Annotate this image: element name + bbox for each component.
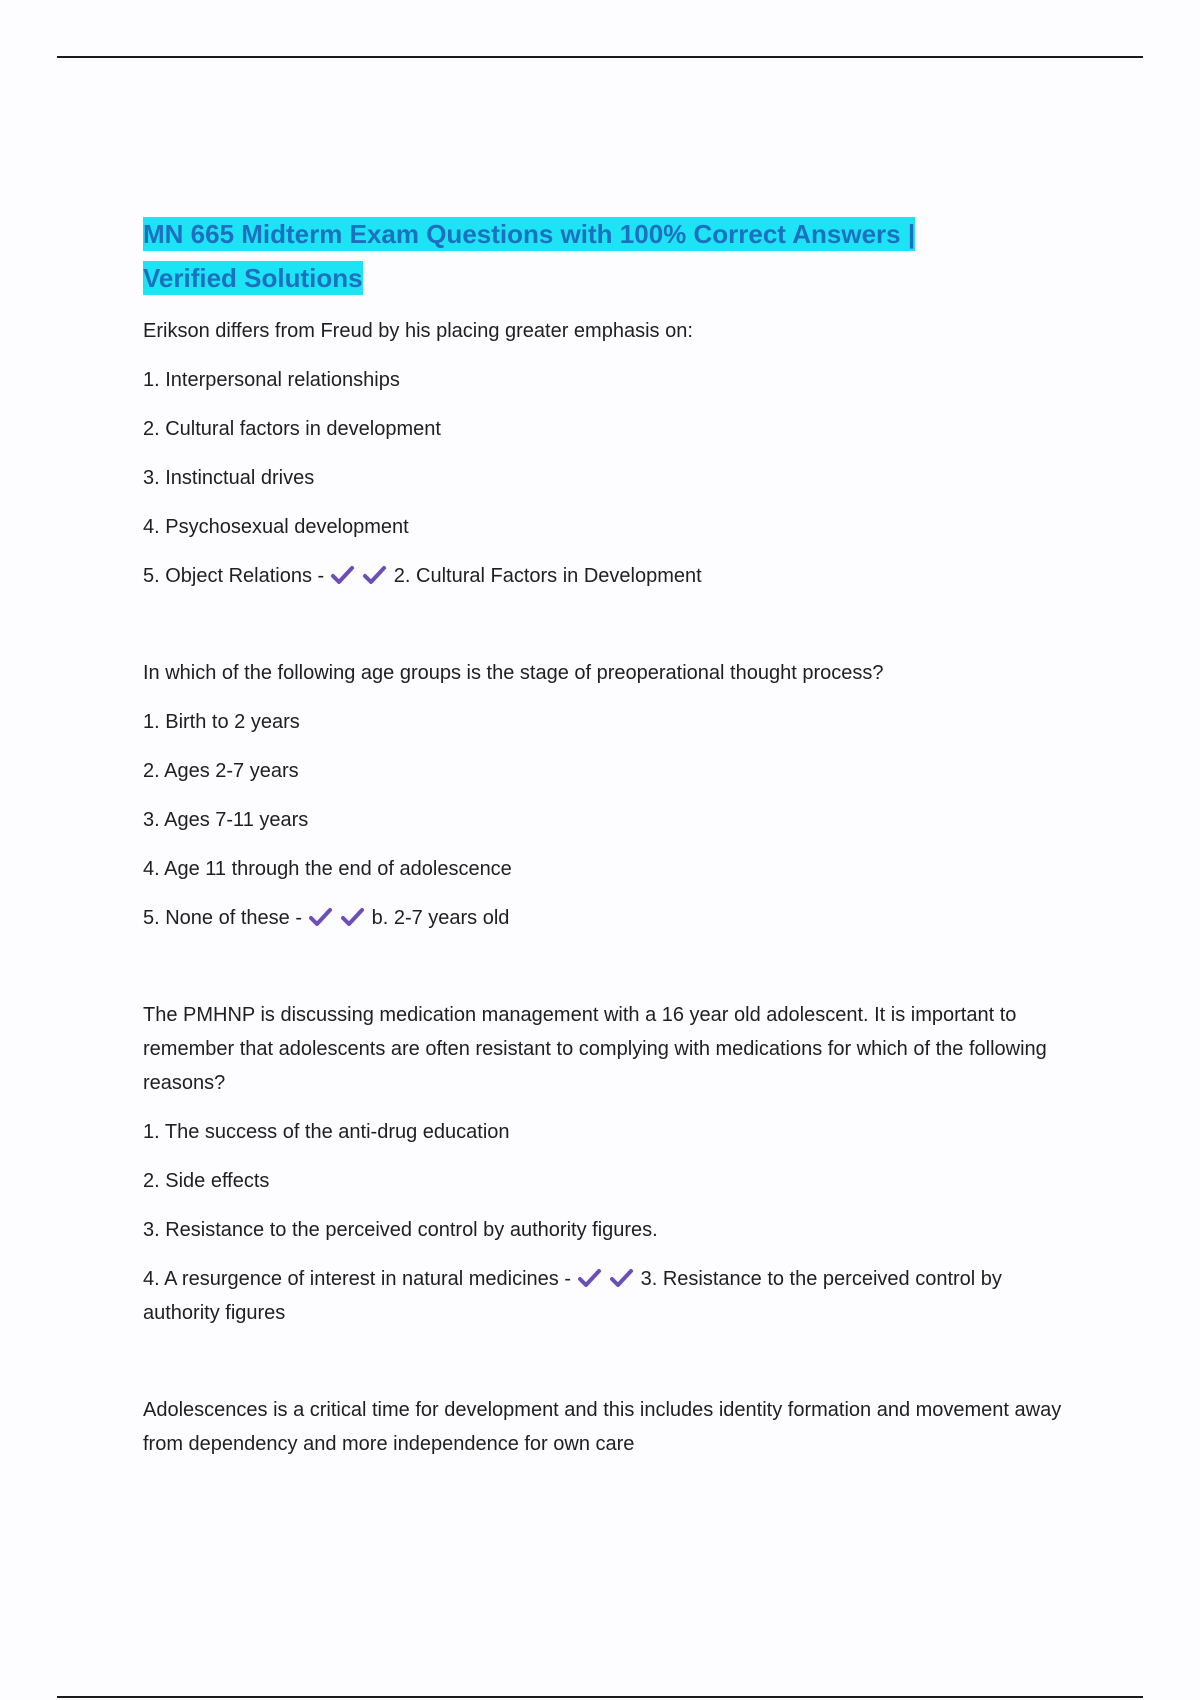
answer-option: 1. The success of the anti-drug education — [143, 1121, 510, 1143]
answer-separator: - — [317, 565, 325, 587]
answer-option: 5. Object Relations — [143, 565, 312, 587]
answer-option: 4. Age 11 through the end of adolescence — [143, 858, 512, 880]
title-line-2: Verified Solutions — [143, 263, 363, 293]
question-text: In which of the following age groups is the stage of preoperational thought process? — [143, 662, 884, 684]
answer-separator: - — [295, 907, 303, 929]
answer-option: 3. Resistance to the perceived control by authority figures. — [143, 1219, 658, 1241]
checkmark-icon — [340, 907, 367, 927]
title-line-1: MN 665 Midterm Exam Questions with 100% Correct Answers | — [143, 219, 916, 249]
document-title — [143, 212, 1063, 300]
answer-option: 4. Psychosexual development — [143, 516, 409, 538]
answer-option: 4. A resurgence of interest in natural medicines — [143, 1268, 559, 1290]
answer-option: 2. Cultural factors in development — [143, 418, 441, 440]
answer-line — [143, 901, 1063, 935]
bottom-rule — [57, 1696, 1143, 1698]
checkmark-icon — [330, 565, 357, 585]
question-text: Erikson differs from Freud by his placing greater emphasis on: — [143, 320, 693, 342]
answer-option: 3. Instinctual drives — [143, 467, 315, 489]
question-block-3 — [143, 998, 1063, 1330]
top-rule — [57, 56, 1143, 58]
correct-answer: 2. Cultural Factors in Development — [393, 565, 702, 587]
answer-option: 1. Birth to 2 years — [143, 711, 300, 733]
answer-separator: - — [564, 1268, 572, 1290]
answer-option: 2. Ages 2-7 years — [143, 760, 299, 782]
answer-option: 1. Interpersonal relationships — [143, 369, 400, 391]
question-text: The PMHNP is discussing medication management with a 16 year old adolescent. It is important to remember that adolescents are often resistant to complying with medications for which of the following reasons? — [143, 1004, 1047, 1094]
correct-answer: 3. Resistance to the perceived control by authority figures — [143, 1268, 1002, 1324]
question-block-1 — [143, 314, 1063, 593]
checkmark-icon — [609, 1268, 636, 1288]
document-body — [143, 212, 1063, 1476]
correct-answer: b. 2-7 years old — [371, 907, 510, 929]
closing-paragraph: Adolescences is a critical time for development and this includes identity formation and movement away from dependency and more independence for own care — [143, 1399, 1062, 1455]
answer-option: 3. Ages 7-11 years — [143, 809, 309, 831]
checkmark-icon — [577, 1268, 604, 1288]
answer-line — [143, 1262, 1063, 1330]
checkmark-icon — [308, 907, 335, 927]
checkmark-icon — [362, 565, 389, 585]
answer-line — [143, 559, 1063, 593]
answer-option: 2. Side effects — [143, 1170, 270, 1192]
question-block-2 — [143, 656, 1063, 935]
answer-option: 5. None of these — [143, 907, 290, 929]
